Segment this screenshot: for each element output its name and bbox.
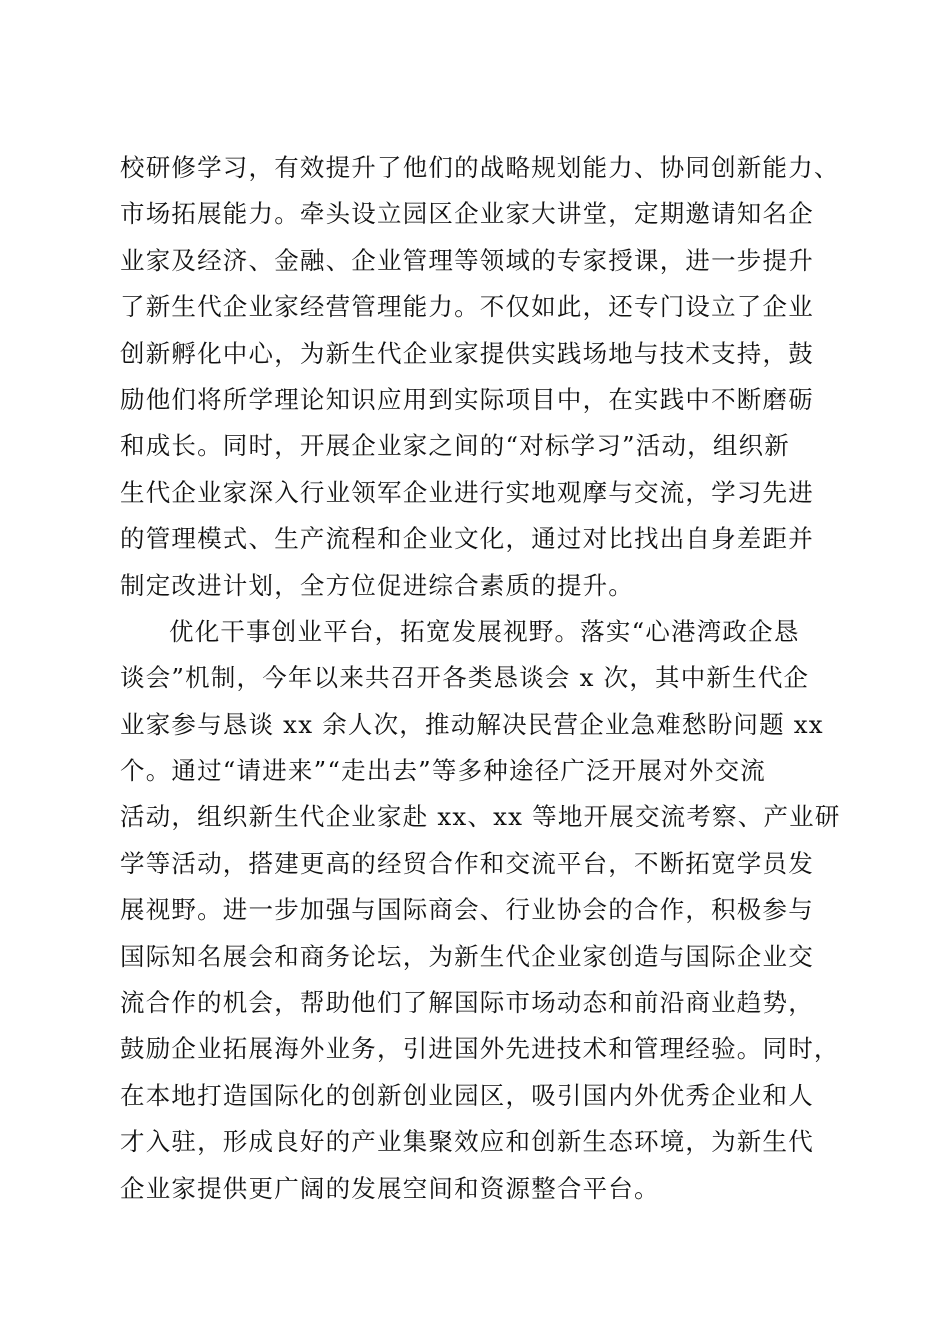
text-line: 鼓励企业拓展海外业务，引进国外先进技术和管理经验。同时， (120, 1034, 840, 1064)
text-line: 个。通过“请进来”“走出去”等多种途径广泛开展对外交流 (120, 756, 766, 786)
paragraph-1 (120, 145, 840, 609)
text-line: 活动，组织新生代企业家赴 xx、xx 等地开展交流考察、产业研 (120, 802, 841, 832)
text-line: 国际知名展会和商务论坛，为新生代企业家创造与国际企业交 (120, 941, 814, 971)
text-line: 励他们将所学理论知识应用到实际项目中，在实践中不断磨砺 (120, 384, 814, 414)
text-line: 优化干事创业平台，拓宽发展视野。落实“心港湾政企恳 (169, 616, 800, 646)
text-line: 生代企业家深入行业领军企业进行实地观摩与交流，学习先进 (120, 477, 814, 507)
text-line: 业家及经济、金融、企业管理等领域的专家授课，进一步提升 (120, 245, 814, 275)
paragraph-2 (120, 609, 840, 1212)
text-line: 制定改进计划，全方位促进综合素质的提升。 (120, 570, 634, 600)
text-line: 在本地打造国际化的创新创业园区，吸引国内外优秀企业和人 (120, 1080, 814, 1110)
text-line: 市场拓展能力。牵头设立园区企业家大讲堂，定期邀请知名企 (120, 199, 814, 229)
text-line: 谈会”机制，今年以来共召开各类恳谈会 x 次，其中新生代企 (120, 663, 810, 693)
text-line: 创新孵化中心，为新生代企业家提供实践场地与技术支持，鼓 (120, 338, 814, 368)
text-line: 企业家提供更广阔的发展空间和资源整合平台。 (120, 1173, 660, 1203)
document-body (120, 145, 840, 1212)
text-line: 了新生代企业家经营管理能力。不仅如此，还专门设立了企业 (120, 292, 814, 322)
text-line: 业家参与恳谈 xx 余人次，推动解决民营企业急难愁盼问题 xx (120, 709, 824, 739)
text-line: 才入驻，形成良好的产业集聚效应和创新生态环境，为新生代 (120, 1127, 814, 1157)
text-line: 展视野。进一步加强与国际商会、行业协会的合作，积极参与 (120, 895, 814, 925)
text-line: 和成长。同时，开展企业家之间的“对标学习”活动，组织新 (120, 431, 790, 461)
text-line: 学等活动，搭建更高的经贸合作和交流平台，不断拓宽学员发 (120, 848, 814, 878)
text-line: 校研修学习，有效提升了他们的战略规划能力、协同创新能力、 (120, 153, 840, 182)
text-line: 的管理模式、生产流程和企业文化，通过对比找出自身差距并 (120, 524, 814, 554)
text-line: 流合作的机会，帮助他们了解国际市场动态和前沿商业趋势， (120, 988, 814, 1018)
